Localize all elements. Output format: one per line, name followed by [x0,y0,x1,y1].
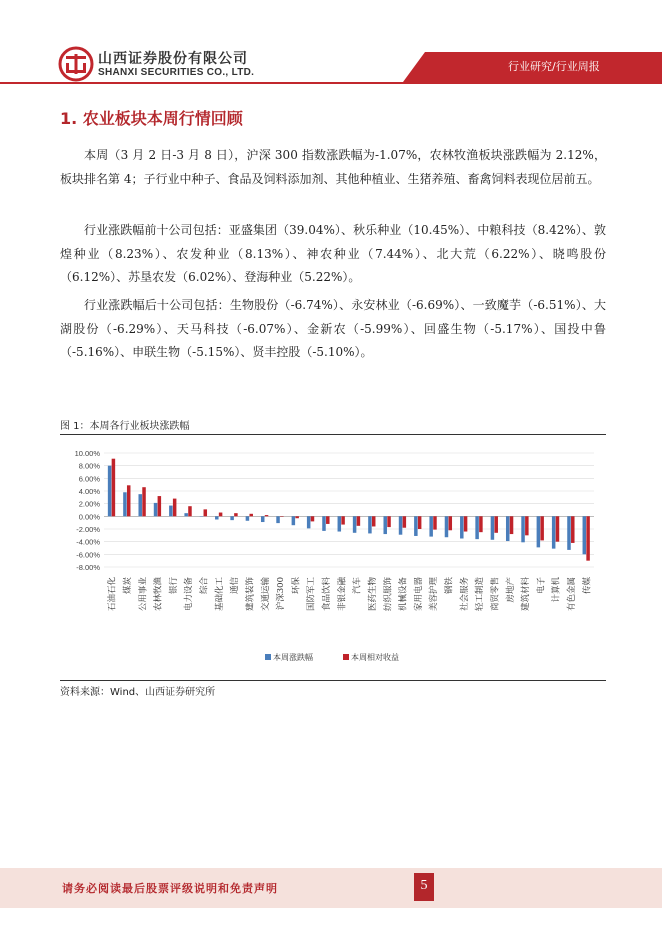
bar-weekly-change [246,516,250,520]
y-tick-label: 2.00% [78,499,100,509]
x-category-label: 钢铁 [444,577,455,595]
figure-bottom-rule [60,680,606,681]
x-category-label: 非银金融 [337,577,348,612]
y-tick-label: -4.00% [76,537,100,547]
bar-weekly-change [414,516,418,536]
bar-relative-return [372,516,376,526]
bar-relative-return [571,516,575,543]
bar-weekly-change [368,516,372,533]
bar-weekly-change [521,516,525,542]
bar-weekly-change [353,516,357,532]
footer-disclaimer: 请务必阅读最后股票评级说明和免责声明 [62,882,278,895]
bar-relative-return [142,487,146,516]
x-category-label: 煤炭 [122,577,133,595]
x-category-label: 综合 [199,577,210,595]
bar-relative-return [249,514,253,517]
y-tick-label: -6.00% [76,550,100,560]
report-type-tag: 行业研究/行业周报 [508,60,600,73]
bar-weekly-change [399,516,403,534]
bar-weekly-change [215,516,219,519]
figure-top-rule [60,434,606,435]
legend-label: 本周涨跌幅 [273,653,313,662]
bar-weekly-change [322,516,326,531]
paragraph-market-review: 本周（3 月 2 日-3 月 8 日），沪深 300 指数涨跌幅为-1.07%，农林牧渔板块涨跌幅为 2.12%，板块排名第 4；子行业中种子、食品及饲料添加剂、其他种植业、生猪养殖、畜禽饲料表现位居前五。 [60,148,606,186]
section-title: 1. 农业板块本周行情回顾 [60,109,243,128]
bar-weekly-change [383,516,387,534]
bar-weekly-change [583,516,587,554]
bar-weekly-change [169,506,173,517]
bar-weekly-change [292,516,296,525]
bar-relative-return [510,516,514,534]
x-category-label: 社会服务 [459,577,470,612]
bar-weekly-change [200,516,204,517]
bar-weekly-change [307,516,311,528]
bar-relative-return [265,515,269,516]
bar-relative-return [311,516,315,521]
bar-weekly-change [460,516,464,538]
x-category-label: 建筑装饰 [245,577,256,612]
figure-title: 图 1：本周各行业板块涨跌幅 [60,421,190,432]
bar-relative-return [586,516,590,560]
x-category-label: 家用电器 [413,577,424,612]
paragraph-bottom-ten: 行业涨跌幅后十公司包括：生物股份（-6.74%）、永安林业（-6.69%）、一致魔芋（-6.51%）、大湖股份（-6.29%）、天马科技（-6.07%）、金新农（-5.99%）、回盛生物（-5.17%）、国投中鲁（-5.16%）、申联生物（-5.15%）、贤丰控股（-5.10%）。 [60,298,606,359]
bar-relative-return [127,485,131,516]
bar-weekly-change [138,494,142,516]
bar-weekly-change [123,492,127,516]
bar-weekly-change [567,516,571,550]
x-category-label: 轻工制造 [475,577,486,612]
x-category-label: 房地产 [505,577,516,603]
bar-relative-return [387,516,391,527]
page-number: 5 [420,878,428,893]
x-category-label: 纺织服饰 [383,577,394,612]
bar-relative-return [403,516,407,527]
company-name-en: SHANXI SECURITIES CO., LTD. [98,67,255,78]
x-category-label: 银行 [168,577,179,595]
y-tick-label: -8.00% [76,563,100,572]
page-header [0,0,662,95]
x-category-label: 传媒 [582,577,593,595]
figure-source: 资料来源：Wind、山西证券研究所 [60,687,216,698]
bar-relative-return [494,516,498,532]
bar-relative-return [326,516,330,524]
x-category-label: 国防军工 [306,577,317,612]
bar-relative-return [464,516,468,531]
x-category-label: 交通运输 [260,577,271,612]
legend-label: 本周相对收益 [351,653,399,662]
bar-relative-return [479,516,483,532]
bar-relative-return [158,496,162,516]
y-tick-label: -2.00% [76,525,100,534]
paragraph-top-ten: 行业涨跌幅前十公司包括：亚盛集团（39.04%）、秋乐种业（10.45%）、中粮科技（8.42%）、敦煌种业（8.23%）、农发种业（8.13%）、神农种业（7.44%）、北大荒（6.22%）、晓鸣股份（6.12%）、苏垦农发（6.02%）、登海种业（5.22%）。 [60,223,606,284]
bar-weekly-change [445,516,449,537]
bar-weekly-change [429,516,433,536]
header-divider [0,82,662,84]
bar-relative-return [525,516,529,535]
x-category-label: 基础化工 [214,577,225,612]
bar-weekly-change [184,513,188,516]
y-tick-label: 0.00% [78,512,100,522]
y-tick-label: 8.00% [78,461,100,471]
legend-swatch [343,654,349,660]
y-tick-label: 10.00% [74,449,100,458]
bar-relative-return [204,509,208,516]
x-category-label: 电力设备 [184,577,195,612]
bar-weekly-change [506,516,510,541]
bar-weekly-change [552,516,556,548]
x-category-label: 公用事业 [138,577,149,612]
y-tick-label: 6.00% [78,474,100,484]
bar-weekly-change [491,516,495,539]
bar-relative-return [173,499,177,517]
x-category-label: 农林牧渔 [153,577,164,612]
bar-relative-return [112,459,116,517]
x-category-label: 食品饮料 [322,577,333,612]
bar-relative-return [280,516,284,517]
bar-weekly-change [475,516,479,539]
bar-relative-return [449,516,453,530]
x-category-label: 石油石化 [107,577,118,612]
sector-performance-chart [60,437,606,677]
x-category-label: 沪深300 [276,577,287,611]
bar-relative-return [234,513,238,516]
bar-relative-return [219,513,223,517]
x-category-label: 建筑材料 [521,577,532,612]
company-logo-icon [58,46,94,82]
x-category-label: 机械设备 [398,577,409,612]
bar-relative-return [540,516,544,540]
company-name-cn: 山西证券股份有限公司 [98,51,248,67]
bar-weekly-change [261,516,265,522]
bar-relative-return [295,516,299,518]
x-category-label: 环保 [291,577,302,595]
y-tick-label: 4.00% [78,487,100,496]
x-category-label: 通信 [230,577,241,595]
x-category-label: 汽车 [352,577,363,595]
x-category-label: 商贸零售 [490,577,501,612]
x-category-label: 有色金属 [567,577,578,612]
bar-weekly-change [108,466,112,517]
x-category-label: 医药生物 [367,577,378,612]
bar-weekly-change [230,516,234,520]
bar-relative-return [418,516,422,529]
x-category-label: 计算机 [551,577,562,603]
bar-relative-return [433,516,437,529]
legend-swatch [265,654,271,660]
bar-relative-return [556,516,560,541]
bar-relative-return [357,516,361,526]
x-category-label: 美容护理 [429,577,440,612]
bar-weekly-change [537,516,541,547]
bar-weekly-change [338,516,342,531]
bar-weekly-change [276,516,280,523]
x-category-label: 电子 [536,577,547,595]
bar-relative-return [188,506,192,516]
bar-weekly-change [154,503,158,516]
bar-relative-return [341,516,345,524]
